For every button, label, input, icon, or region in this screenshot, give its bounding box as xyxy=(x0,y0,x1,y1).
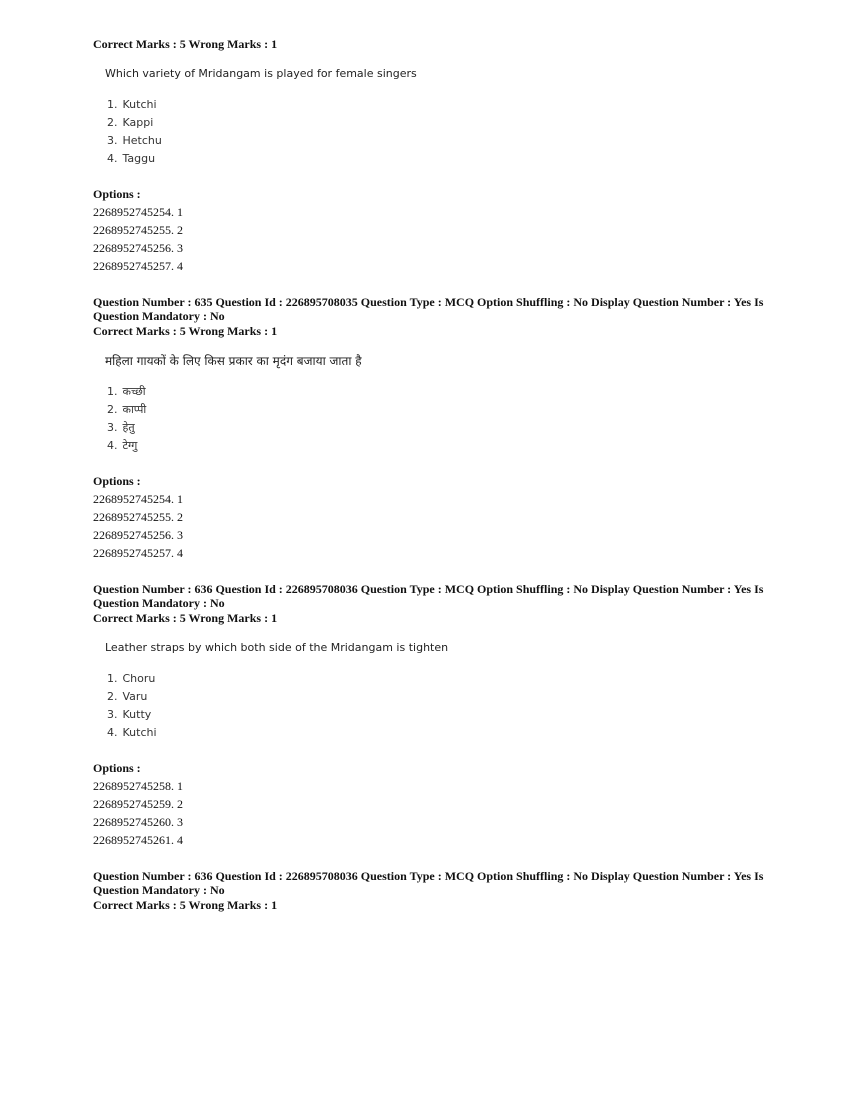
option-id-row: 2268952745261. 4 xyxy=(93,833,183,847)
marks-line: Correct Marks : 5 Wrong Marks : 1 xyxy=(93,611,278,625)
option-id-row: 2268952745254. 1 xyxy=(93,205,183,219)
option-id-row: 2268952745258. 1 xyxy=(93,779,183,793)
choice-text: Kutchi xyxy=(122,726,157,739)
choice-text: Kutty xyxy=(122,708,152,721)
choice-number: 1. xyxy=(107,385,118,398)
choice-item xyxy=(107,688,773,706)
choice-list xyxy=(107,383,773,455)
choice-list xyxy=(107,96,773,168)
choice-number: 1. xyxy=(107,672,118,685)
choice-number: 2. xyxy=(107,690,118,703)
choice-list xyxy=(107,670,773,742)
option-id-row: 2268952745257. 4 xyxy=(93,259,183,273)
question-block xyxy=(93,582,773,849)
choice-item xyxy=(107,419,773,437)
choice-item xyxy=(107,383,773,401)
options-heading: Options : xyxy=(93,474,141,488)
question-block xyxy=(93,295,773,562)
choice-item xyxy=(107,114,773,132)
next-question-header-block xyxy=(93,869,773,913)
marks-line: Correct Marks : 5 Wrong Marks : 1 xyxy=(93,324,278,338)
option-id-row: 2268952745257. 4 xyxy=(93,546,183,560)
option-id-row: 2268952745256. 3 xyxy=(93,528,183,542)
question-header: Question Number : 635 Question Id : 226895708035 Question Type : MCQ Option Shuffling : No Display Question Number : Yes Is Question Mandatory : No xyxy=(93,295,764,323)
choice-text: टेग्गु xyxy=(122,439,138,452)
question-block xyxy=(93,36,773,275)
choice-number: 2. xyxy=(107,116,118,129)
choice-item xyxy=(107,706,773,724)
choice-item xyxy=(107,401,773,419)
marks-line: Correct Marks : 5 Wrong Marks : 1 xyxy=(93,898,278,912)
options-heading: Options : xyxy=(93,187,141,201)
choice-number: 4. xyxy=(107,439,118,452)
choice-number: 1. xyxy=(107,98,118,111)
choice-text: Taggu xyxy=(122,152,156,165)
choice-number: 4. xyxy=(107,152,118,165)
choice-number: 2. xyxy=(107,403,118,416)
choice-text: Kappi xyxy=(122,116,154,129)
option-id-row: 2268952745255. 2 xyxy=(93,510,183,524)
question-text: Which variety of Mridangam is played for female singers xyxy=(105,67,417,80)
choice-item xyxy=(107,670,773,688)
choice-item xyxy=(107,150,773,168)
question-header: Question Number : 636 Question Id : 226895708036 Question Type : MCQ Option Shuffling : No Display Question Number : Yes Is Question Mandatory : No xyxy=(93,869,764,897)
options-heading: Options : xyxy=(93,761,141,775)
choice-text: कच्छी xyxy=(122,385,146,398)
choice-number: 3. xyxy=(107,421,118,434)
choice-text: Hetchu xyxy=(122,134,162,147)
choice-text: Kutchi xyxy=(122,98,157,111)
question-text: Leather straps by which both side of the Mridangam is tighten xyxy=(105,641,449,654)
choice-text: हेतु xyxy=(122,421,135,434)
option-id-row: 2268952745259. 2 xyxy=(93,797,183,811)
choice-text: Choru xyxy=(122,672,156,685)
choice-item xyxy=(107,132,773,150)
option-id-row: 2268952745260. 3 xyxy=(93,815,183,829)
choice-item xyxy=(107,724,773,742)
choice-item xyxy=(107,96,773,114)
question-text: महिला गायकों के लिए किस प्रकार का मृदंग बजाया जाता है xyxy=(105,354,362,368)
choice-text: काप्पी xyxy=(122,403,147,416)
option-id-row: 2268952745256. 3 xyxy=(93,241,183,255)
choice-number: 4. xyxy=(107,726,118,739)
option-id-row: 2268952745255. 2 xyxy=(93,223,183,237)
choice-number: 3. xyxy=(107,708,118,721)
marks-line: Correct Marks : 5 Wrong Marks : 1 xyxy=(93,37,278,51)
choice-item xyxy=(107,437,773,455)
option-id-row: 2268952745254. 1 xyxy=(93,492,183,506)
choice-number: 3. xyxy=(107,134,118,147)
question-header: Question Number : 636 Question Id : 226895708036 Question Type : MCQ Option Shuffling : No Display Question Number : Yes Is Question Mandatory : No xyxy=(93,582,764,610)
document-page xyxy=(93,36,773,933)
choice-text: Varu xyxy=(122,690,148,703)
